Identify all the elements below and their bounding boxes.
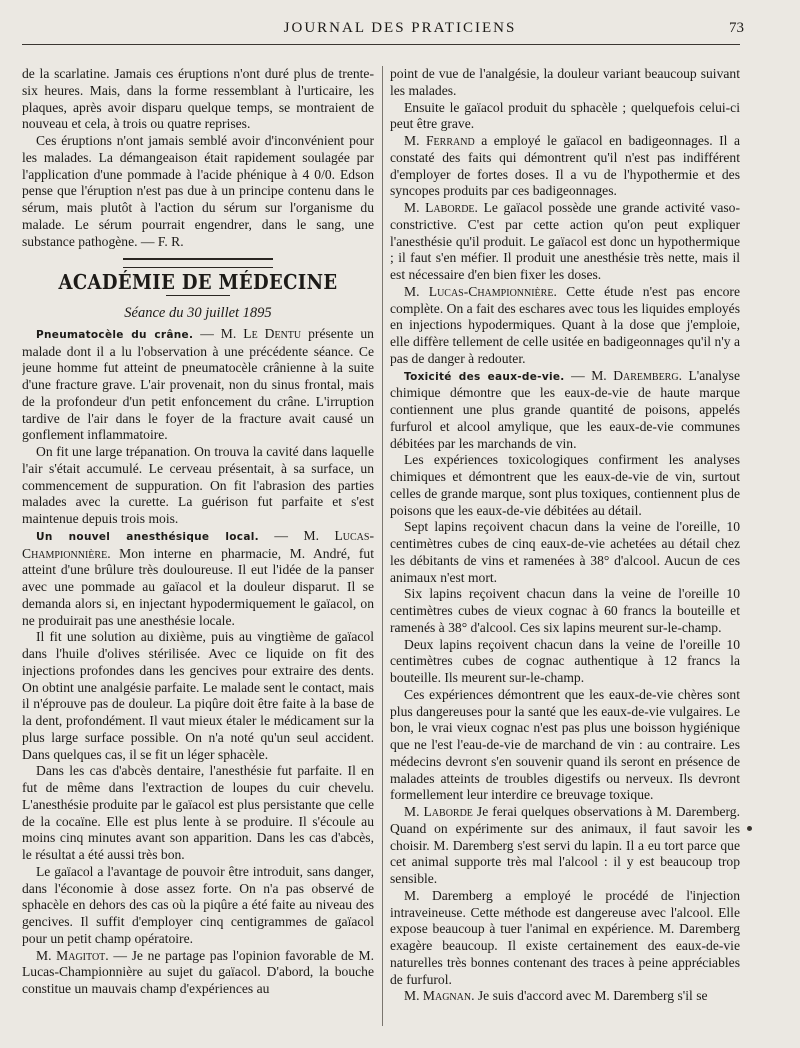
paragraph: Dans les cas d'abcès dentaire, l'anesthésie fut parfaite. Il en fut de même dans l'extraction de loupes du cuir chevelu. L'anesthésie produite par le gaïacol est plus persistante que celle de la cocaïne. Elle est plus lente à se produire. Il s'écoule au moins cinq minutes avant son apparition. Dans les cas d'abcès, le résultat a été aussi très bon. [22, 763, 374, 862]
rubric-pneumatocele: Pneumatocèle du crâne. [36, 328, 194, 341]
paragraph: point de vue de l'analgésie, la douleur variant beaucoup suivant les malades. [390, 66, 740, 98]
section-divider [123, 258, 273, 268]
paragraph-toxicite: Toxicité des eaux-de-vie. — M. Daremberg. L'analyse chimique démontre que les eaux-de-vie de haute marque contiennent une plus grande quantité de poisons, appelés furfurol et alcool amylique, que les eaux-de-vie communes débitées par les marchands de vin. [390, 367, 740, 451]
section-title: ACADÉMIE DE MÉDECINE [58, 270, 338, 295]
speaker-name: Magitot [56, 947, 106, 963]
paragraph-ferrand: M. Ferrand a employé le gaïacol en badigeonnages. Il a constaté des faits qui démontrent qu'il n'est pas indifférent d'employer de fortes doses. Il a vu de l'hypothermie et des syncopes produits par ces badigeonnages. [390, 133, 740, 199]
paragraph: Le gaïacol a l'avantage de pouvoir être introduit, sans danger, dans l'économie à dose assez forte. On n'a pas observé de sphacèle en dehors des cas où la piqûre a été faite au niveau des gencives. Il suffit d'employer cinq centigrammes de gaïacol pour un petit champ opératoire. [22, 863, 374, 946]
speaker-name: Lucas-Championnière [22, 527, 374, 561]
speaker-name: Daremberg [613, 367, 679, 383]
paragraph-lucas-championniere: M. Lucas-Championnière. Cette étude n'est pas encore complète. On a fait des eschares avec tous les liquides employés en injections hypodermiques. Quant à la dose que j'emploie, elle diffère tellement de celle usitée en badigeonnages qu'il n'y a pas de danger à redouter. [390, 283, 740, 366]
journal-title: JOURNAL DES PRATICIENS [283, 20, 517, 36]
paragraph-magitot: M. Magitot. — Je ne partage pas l'opinion favorable de M. Lucas-Championnière au sujet du gaïacol. D'abord, la bouche constitue un mauvais champ d'expériences au [22, 947, 374, 996]
paragraph: Sept lapins reçoivent chacun dans la veine de l'oreille, 10 centimètres cubes de cinq eaux-de-vie achetées au détail chez les débitants de vins et ramenées à 38° d'alcool. Aucun de ces animaux n'est mort. [390, 519, 740, 585]
speaker-name: Magnan [422, 988, 472, 1004]
paragraph: Six lapins reçoivent chacun dans la veine de l'oreille 10 centimètres cubes de vieux cognac à 60 francs la bouteille et ramenés à 38° d'alcool. Ces six lapins meurent sur-le-champ. [390, 586, 740, 635]
paragraph: Les expériences toxicologiques confirment les analyses chimiques et démontrent que les eaux-de-vie de vin, surtout celles de grande marque, sont plus toxiques, contiennent plus de poisons que les eaux-de-vie débitées au détail. [390, 452, 740, 518]
paragraph-pneumatocele: Pneumatocèle du crâne. — M. Le Dentu présente un malade dont il a lu l'observation à une précédente séance. Ce jeune homme fut atteint de pneumatocèle crânienne à la suite d'une fracture grave. L'air provenait, non du sinus frontal, mais de la profondeur d'un petit enfoncement du crâne. L'irruption tardive de l'air dans le foyer de la fracture avait causé un gonflement inflammatoire. [22, 325, 374, 443]
left-column [22, 66, 374, 1038]
page-number: 73 [729, 20, 744, 36]
paragraph: de la scarlatine. Jamais ces éruptions n'ont duré plus de trente-six heures. Mais, dans la forme ressemblant à l'urticaire, les plaques, après avoir disparu quelque temps, se montraient de nouveau et cela, à trois ou quatre reprises. [22, 66, 374, 132]
title-underline [166, 295, 230, 296]
margin-mark [747, 826, 752, 831]
paragraph: M. Daremberg a employé le procédé de l'injection intraveineuse. Cette méthode est dangereuse avec l'alcool. Elle expose beaucoup à tuer l'animal en expérience. M. Daremberg exagère beaucoup. Il existe certainement des eaux-de-vie naturelles très bonnes contenant des traces à peine appréciables de furfurol. [390, 887, 740, 987]
speaker-name: Laborde [425, 200, 475, 215]
header-rule [22, 44, 740, 45]
rubric-anesthesique: Un nouvel anesthésique local. [36, 530, 259, 543]
column-divider [382, 66, 383, 1026]
speaker-name: Lucas-Championnière [428, 283, 554, 299]
speaker-name: Le Dentu [243, 325, 302, 341]
paragraph: Il fit une solution au dixième, puis au vingtième de gaïacol dans l'huile d'olives stérilisée. Avec ce liquide on fit des injections profondes dans les gencives pour extraire des dents. On obtint une analgésie parfaite. Le malade sent le contact, mais il n'éprouve pas de douleur. La piqûre doit être faite à la base de la dent, profondément. Il vaut mieux étaler le médicament sur la plus large surface possible. On n'a noté qu'un seul accident. Dans quelques cas, il se fit un léger sphacèle. [22, 629, 374, 762]
paragraph: Ces éruptions n'ont jamais semblé avoir d'inconvénient pour les malades. La démangeaison était rapidement soulagée par l'application d'une pommade à l'acide phénique à 4 0/0. Edson pense que l'éruption n'est pas due à un principe contenu dans le sérum, mais plutôt à l'action du sérum sur l'organisme du malade. Le sérum pourrait engendrer, dans le sang, une substance pathogène. — F. R. [22, 133, 374, 249]
paragraph-magnan: M. Magnan. Je suis d'accord avec M. Daremberg s'il se [404, 988, 708, 1004]
right-column [390, 66, 740, 1038]
paragraph: Deux lapins reçoivent chacun dans la veine de l'oreille 10 centimètres cubes de cognac authentique à 12 francs la bouteille. Ils meurent sur-le-champ. [390, 636, 740, 685]
paragraph: On fit une large trépanation. On trouva la cavité dans laquelle l'air s'était accumulé. Le cerveau présentait, à sa surface, un commencement de suppuration. On fit l'abrasion des parties malades avec la curette. La guérison fut parfaite et s'est maintenue depuis trois mois. [22, 444, 374, 526]
paragraph-anesthesique: Un nouvel anesthésique local. — M. Lucas-Championnière. Mon interne en pharmacie, M. André, fut atteint d'une brûlure très douloureuse. Il eut l'idée de la panser avec une pommade au gaïacol et la douleur disparut. Il se demanda alors si, en injectant hypodermiquement le gaïacol, on ne produirait pas une anesthésie locale. [22, 527, 374, 628]
paragraph-laborde: M. Laborde. Le gaïacol possède une grande activité vaso-constrictive. C'est par cette action qu'on peut expliquer l'anesthésie qu'il produit. Le gaïacol est donc un hypothermique ; il faut s'en méfier. Il produit une anesthésie très nette, mais il est nécessaire d'en bien fixer les doses. [390, 200, 740, 282]
speaker-name: Laborde [423, 804, 473, 819]
rubric-toxicite: Toxicité des eaux-de-vie. [404, 370, 565, 383]
paragraph-laborde-reply: M. Laborde Je ferai quelques observations à M. Daremberg. Quand on expérimente sur des animaux, il faut savoir les choisir. M. Daremberg s'est servi du lapin. Il a eu tort parce que cet animal supporte très mal l'alcool : il y est beaucoup trop sensible. [390, 804, 740, 886]
page-header [0, 0, 800, 46]
speaker-name: Ferrand [426, 133, 475, 148]
paragraph: Ensuite le gaïacol produit du sphacèle ; quelquefois celui-ci peut être grave. [390, 99, 740, 132]
session-date: Séance du 30 juillet 1895 [124, 305, 272, 321]
paragraph: Ces expériences démontrent que les eaux-de-vie chères sont plus dangereuses pour la santé que les eaux-de-vie vulgaires. Le bon, le vrai vieux cognac n'est pas plus une boisson hygiénique que ne l'est l'eau-de-vie de marchand de vin : au contraire. Les médecins devront s'en souvenir quand ils seront en présence de malades atteints de troubles digestifs ou nerveux. Ils devront formellement leur interdire ce breuvage toxique. [390, 686, 740, 803]
